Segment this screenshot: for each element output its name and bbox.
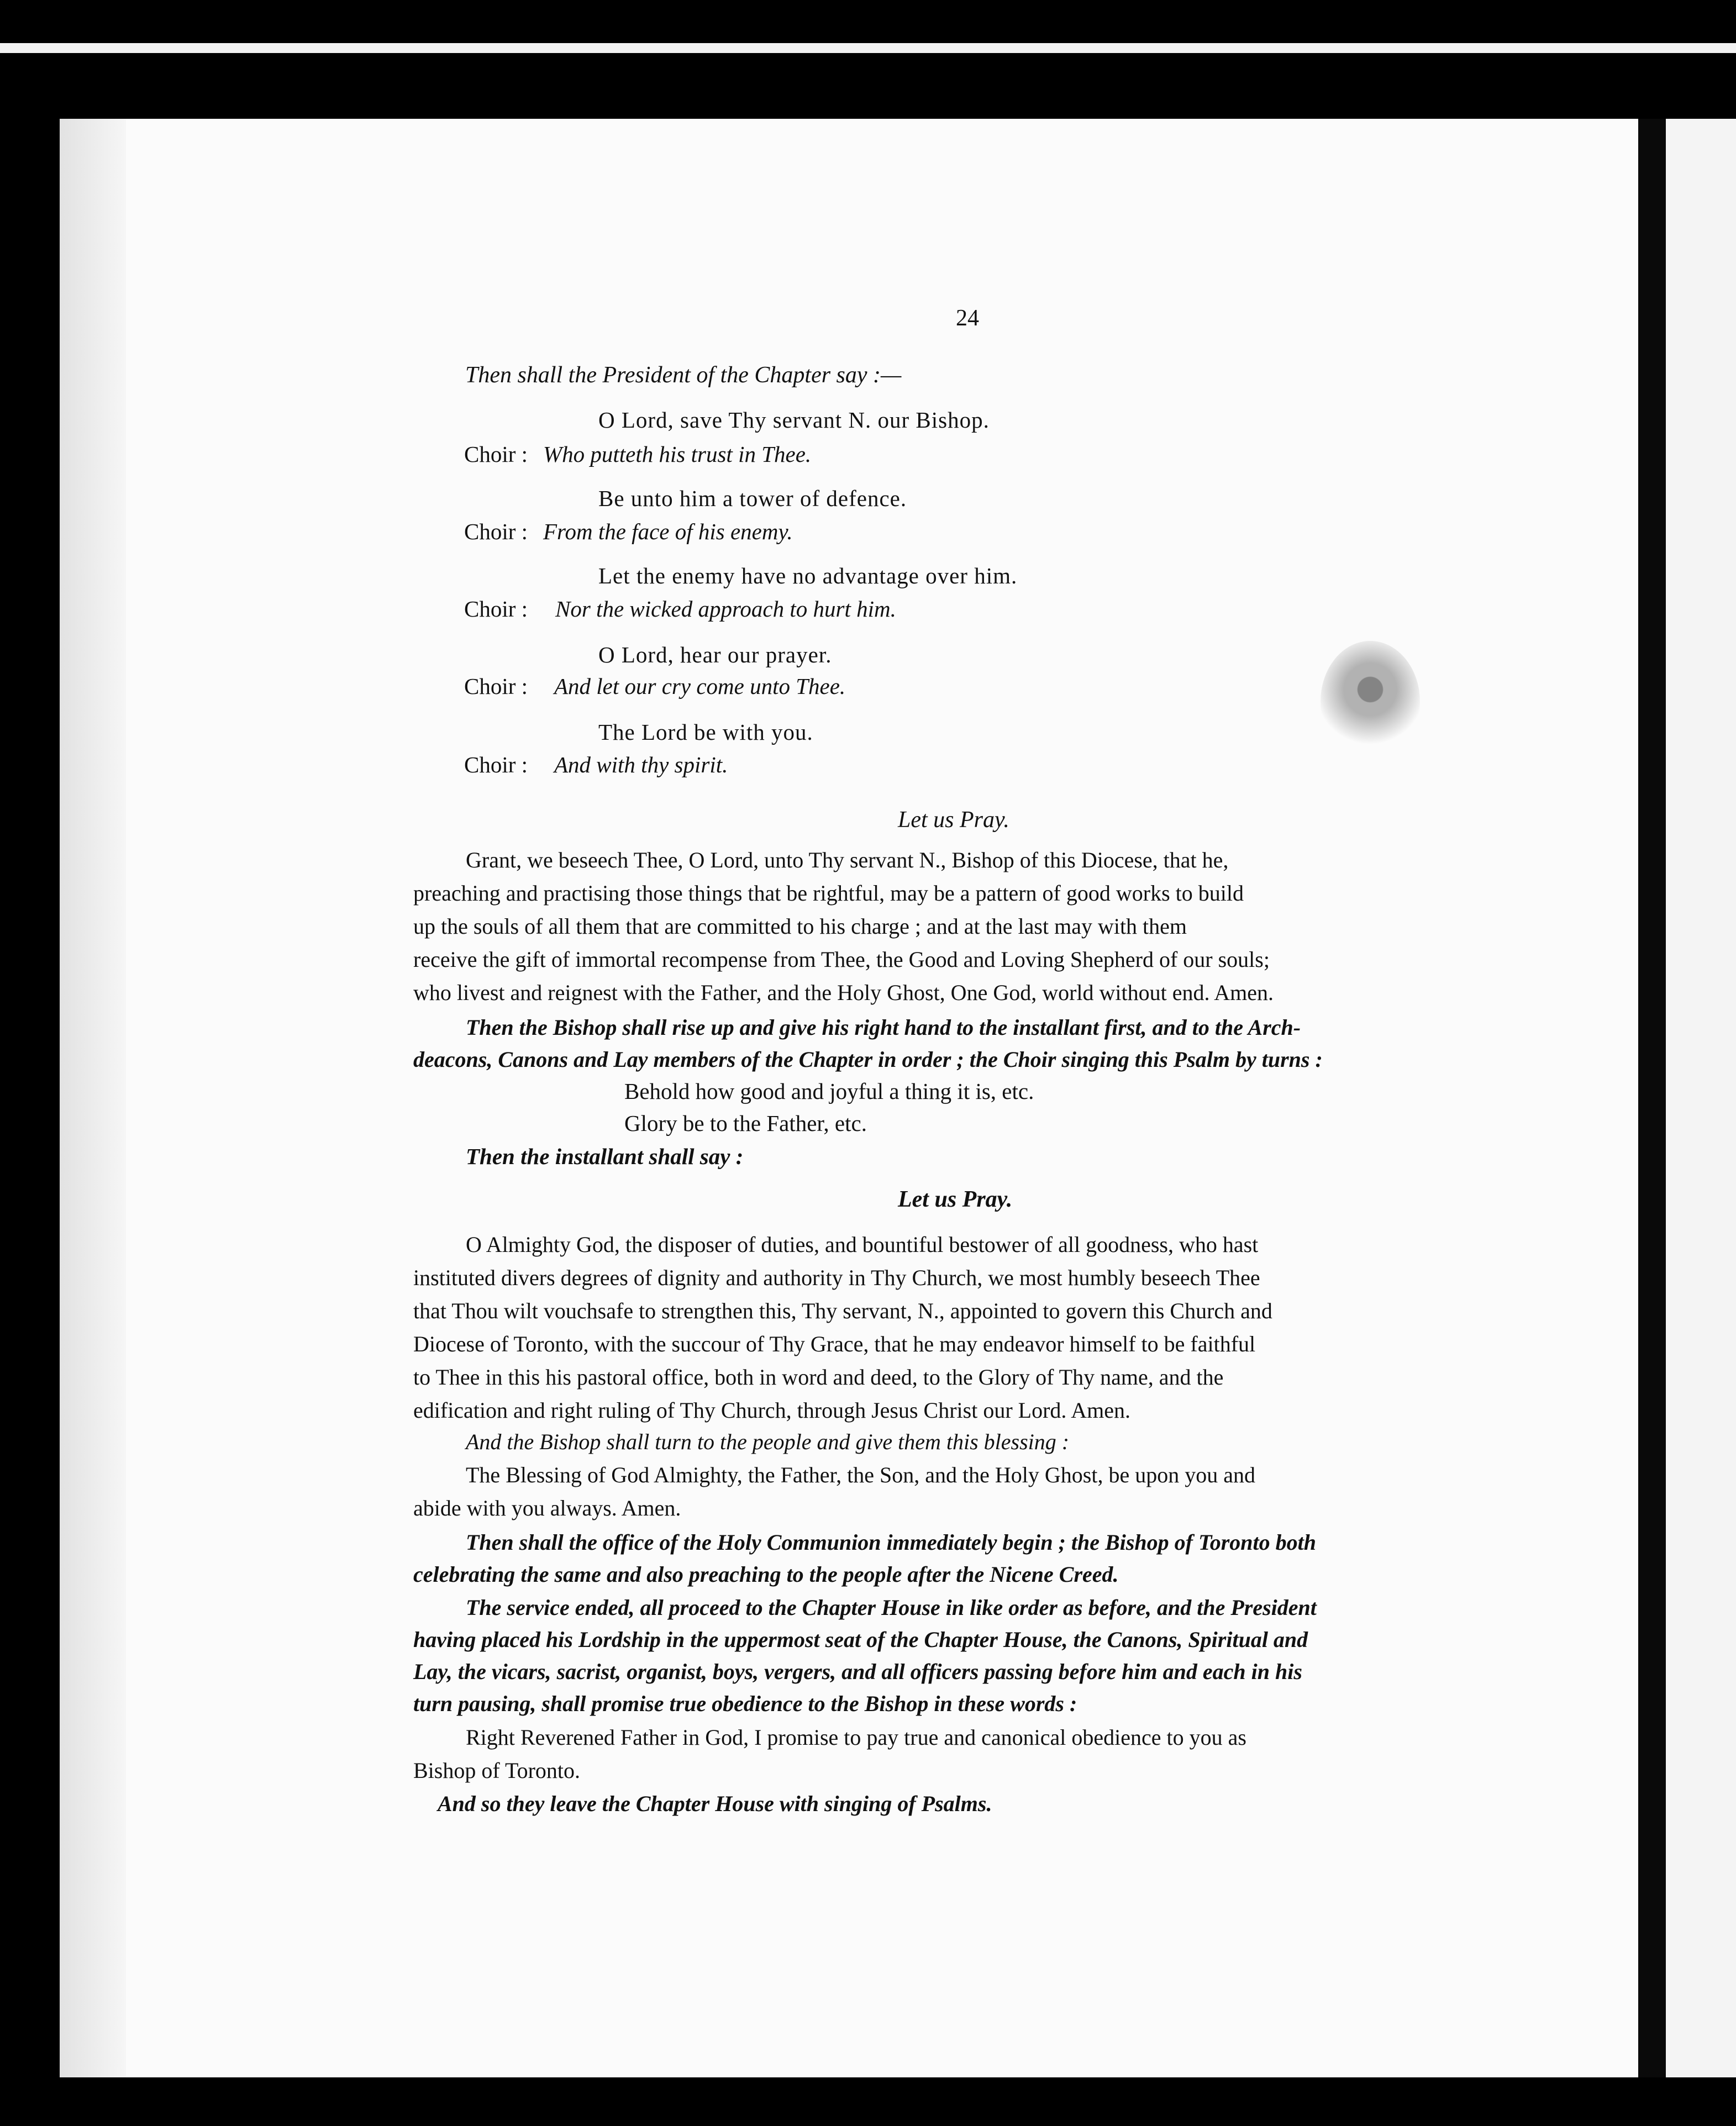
response-2: From the face of his enemy. bbox=[543, 519, 793, 544]
choir-label-2: Choir : bbox=[464, 519, 528, 544]
response-1: Who putteth his trust in Thee. bbox=[543, 441, 812, 467]
rubric-communion-1: Then shall the office of the Holy Communion immediately begin ; the Bishop of Toronto both bbox=[466, 1530, 1317, 1555]
response-5: And with thy spirit. bbox=[554, 752, 728, 777]
rubric-bishop-rise-2: deacons, Canons and Lay members of the Chapter in order ; the Choir singing this Psalm by turns : bbox=[413, 1047, 1323, 1072]
versicle-5: The Lord be with you. bbox=[598, 719, 813, 745]
obedience-line-1: Right Reverened Father in God, I promise to pay true and canonical obedience to you as bbox=[466, 1725, 1246, 1750]
versicle-4: O Lord, hear our prayer. bbox=[598, 642, 832, 667]
binding-edge bbox=[1638, 119, 1666, 2077]
rubric-bishop-rise-1: Then the Bishop shall rise up and give his right hand to the installant first, and to the Arch- bbox=[466, 1015, 1301, 1040]
psalm-line-1: Behold how good and joyful a thing it is, etc. bbox=[624, 1078, 1034, 1104]
prayer2-line-2: instituted divers degrees of dignity and authority in Thy Church, we most humbly beseech Thee bbox=[413, 1265, 1260, 1290]
versicle-3: Let the enemy have no advantage over him. bbox=[598, 563, 1018, 588]
rubric-chapter-house-2: having placed his Lordship in the uppermost seat of the Chapter House, the Canons, Spiritual and bbox=[413, 1627, 1308, 1652]
choir-label-1: Choir : bbox=[464, 441, 528, 467]
prayer2-line-4: Diocese of Toronto, with the succour of Thy Grace, that he may endeavor himself to be faithful bbox=[413, 1332, 1256, 1356]
versicle-2: Be unto him a tower of defence. bbox=[598, 486, 907, 511]
closing-rubric: And so they leave the Chapter House with singing of Psalms. bbox=[438, 1791, 992, 1816]
prayer1-line-4: receive the gift of immortal recompense from Thee, the Good and Loving Shepherd of our souls; bbox=[413, 947, 1270, 972]
prayer1-line-3: up the souls of all them that are committed to his charge ; and at the last may with them bbox=[413, 914, 1187, 939]
rubric-chapter-house-1: The service ended, all proceed to the Chapter House in like order as before, and the President bbox=[466, 1595, 1317, 1620]
rubric-blessing: And the Bishop shall turn to the people and give them this blessing : bbox=[466, 1429, 1070, 1454]
let-us-pray-heading-2: Let us Pray. bbox=[898, 1187, 1013, 1212]
versicle-1: O Lord, save Thy servant N. our Bishop. bbox=[598, 407, 990, 433]
prayer1-line-2: preaching and practising those things that be rightful, may be a pattern of good works to build bbox=[413, 881, 1244, 906]
response-3: Nor the wicked approach to hurt him. bbox=[555, 596, 896, 622]
rubric-communion-2: celebrating the same and also preaching to the people after the Nicene Creed. bbox=[413, 1562, 1119, 1587]
prayer2-line-5: to Thee in this his pastoral office, both in word and deed, to the Glory of Thy name, and the bbox=[413, 1365, 1224, 1390]
blessing-line-2: abide with you always. Amen. bbox=[413, 1496, 681, 1520]
prayer2-line-3: that Thou wilt vouchsafe to strengthen this, Thy servant, N., appointed to govern this Church and bbox=[413, 1298, 1272, 1323]
facing-page-edge bbox=[1666, 119, 1736, 2077]
rubric-chapter-house-4: turn pausing, shall promise true obedience to the Bishop in these words : bbox=[413, 1691, 1077, 1716]
obedience-line-2: Bishop of Toronto. bbox=[413, 1758, 581, 1783]
choir-label-3: Choir : bbox=[464, 596, 528, 622]
choir-label-5: Choir : bbox=[464, 752, 528, 777]
prayer2-line-6: edification and right ruling of Thy Church, through Jesus Christ our Lord. Amen. bbox=[413, 1398, 1130, 1423]
psalm-line-2: Glory be to the Father, etc. bbox=[624, 1111, 867, 1136]
page-gutter bbox=[60, 119, 126, 2077]
rubric-chapter-house-3: Lay, the vicars, sacrist, organist, boys, vergers, and all officers passing before him and each in his bbox=[413, 1659, 1302, 1684]
rubric-installant-say: Then the installant shall say : bbox=[466, 1144, 744, 1169]
rubric-president-say: Then shall the President of the Chapter say :— bbox=[465, 362, 902, 388]
prayer1-line-1: Grant, we beseech Thee, O Lord, unto Thy servant N., Bishop of this Diocese, that he, bbox=[466, 848, 1229, 872]
ink-blot bbox=[1321, 641, 1420, 762]
scan-border bbox=[0, 43, 1736, 53]
blessing-line-1: The Blessing of God Almighty, the Father, the Son, and the Holy Ghost, be upon you and bbox=[466, 1462, 1255, 1487]
response-4: And let our cry come unto Thee. bbox=[554, 673, 846, 699]
page-number: 24 bbox=[956, 306, 979, 331]
prayer1-line-5: who livest and reignest with the Father, and the Holy Ghost, One God, world without end. Amen. bbox=[413, 980, 1274, 1005]
choir-label-4: Choir : bbox=[464, 673, 528, 699]
prayer2-line-1: O Almighty God, the disposer of duties, and bountiful bestower of all goodness, who hast bbox=[466, 1232, 1259, 1257]
let-us-pray-heading-1: Let us Pray. bbox=[898, 807, 1009, 833]
